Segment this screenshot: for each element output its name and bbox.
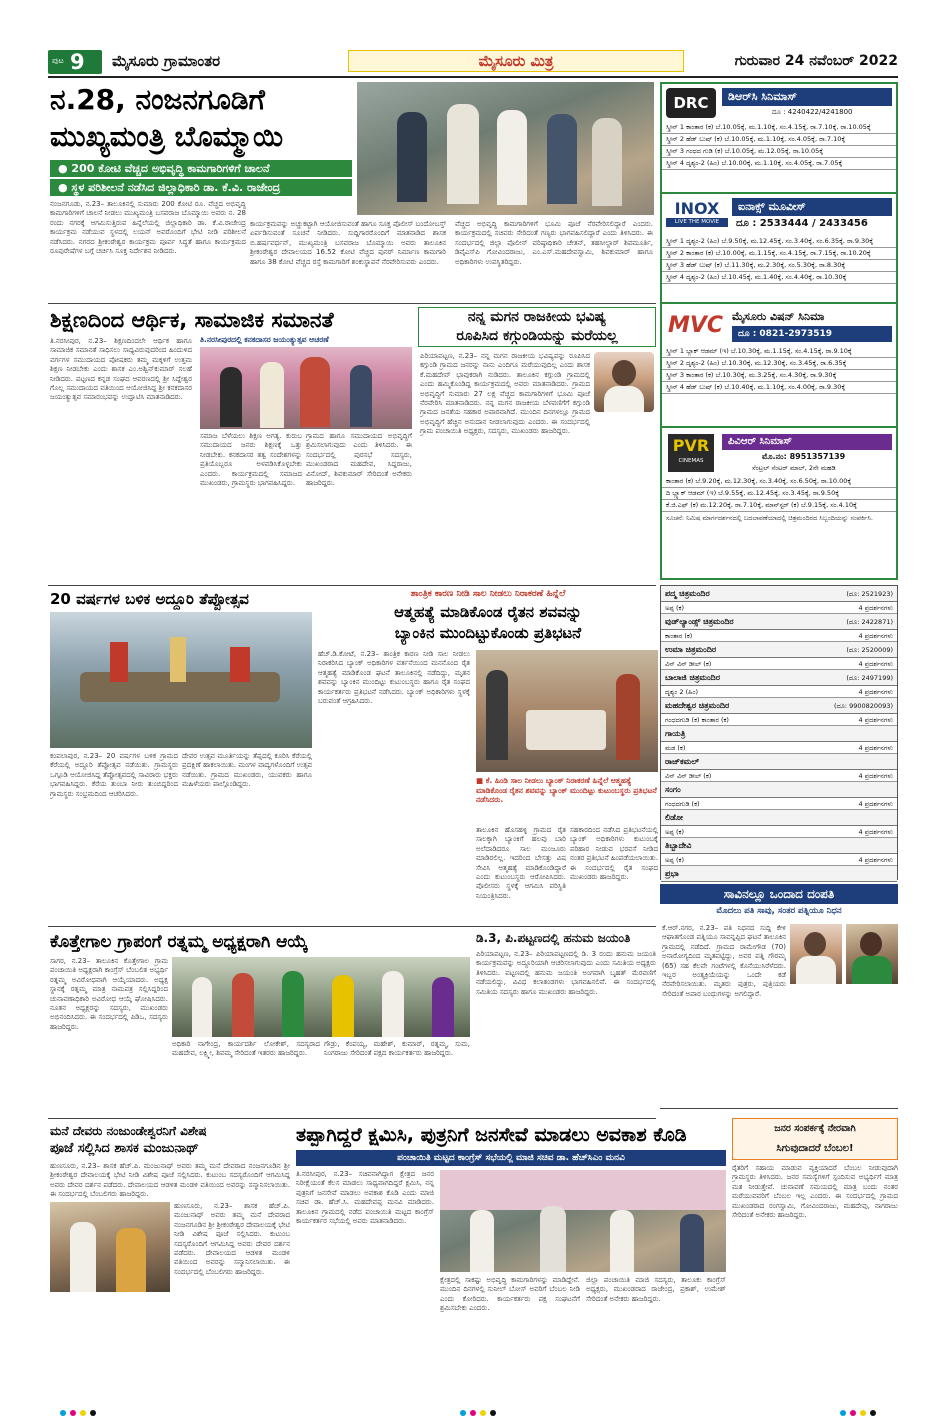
page-badge [48,50,102,74]
couple-headline-box [660,884,898,904]
gp-headline: ಕೊತ್ತೇಗಾಲ ಗ್ರಾಪಂಗೆ ರತ್ನಮ್ಮ ಅಧ್ಯಕ್ಷರಾಗಿ ಆಯ್ಕೆ [50,932,308,952]
theatre-shows: 4 ಪ್ರದರ್ಶನಗಳು [858,688,893,696]
political-headline-line2: ರೂಪಿಸಿದ ಕಗ್ಗುಂಡಿಯನ್ನು ಮರೆಯಲ್ಲ [456,328,618,344]
lead-rule [48,303,656,304]
contact-body: ರೈತರಿಗೆ ಸಹಾಯ ಮಾಡುವ ವ್ಯಕ್ತಿಯಾದರೆ ಬೆಂಬಲ ನೀಡುವುದಾಗಿ ಗ್ರಾಮಸ್ಥರು ತಿಳಿಸಿದರು. ಜನರ ಸಮಸ್ಯೆಗಳಿಗೆ ಸ್ಪಂದಿಸುವ ಅಭ್ಯರ್ಥಿಗೆ ಮಾತ್ರ ಮತ ನೀಡುತ್ತೇವೆ. ಚುನಾವಣೆ ಸಮಯದಲ್ಲಿ ಮಾತ್ರ ಬಂದು ನಂತರ ಮರೆಯುವವರಿಗೆ ಬೆಂಬಲ ಇಲ್ಲ ಎಂದರು. ಈ ಸಂದರ್ಭದಲ್ಲಿ ಗ್ರಾಮದ ಮುಖಂಡರಾದ ರಂಗಸ್ವಾಮಿ, ಗೋವಿಂದರಾಜು, ಮಹದೇವು, ನಾಗರಾಜು ಸೇರಿದಂತೆ ಅನೇಕರು ಹಾಜರಿದ್ದರು. [732,1164,898,1220]
theatre-name: ಸಂಗಂ [665,785,681,794]
theatre-phone: (ದೂ: 2497199) [846,674,893,682]
festival-headline: 20 ವರ್ಷಗಳ ಬಳಿಕ ಅದ್ದೂರಿ ತೆಪ್ಪೋತ್ಸವ [50,590,249,608]
theatre-shows: 4 ಪ್ರದರ್ಶನಗಳು [858,604,893,612]
inox-tagline: LIVE THE MOVIE [666,218,728,227]
couple-rule [660,1108,898,1109]
lead-bullet-1: ● 200 ಕೋಟಿ ವೆಚ್ಚದ ಅಭಿವೃದ್ಧಿ ಕಾಮಗಾರಿಗಳಿಗೆ ಚಾಲನೆ [50,160,352,177]
theatre-shows: 4 ಪ್ರದರ್ಶನಗಳು [858,772,893,780]
pvr-title [722,434,892,450]
gp-photo [172,957,470,1037]
couple-headline: ಸಾವಿನಲ್ಲೂ ಒಂದಾದ ದಂಪತಿ [723,887,835,901]
lead-body-col1: ನಂಜನಗೂಡು, ನ.23– ತಾಲೂಕಿನಲ್ಲಿ ಸುಮಾರು 200 ಕೋಟಿ ರೂ. ವೆಚ್ಚದ ಅಭಿವೃದ್ಧಿ ಕಾಮಗಾರಿಗಳಿಗೆ ಚಾಲನೆ ನೀಡಲು ಮುಖ್ಯಮಂತ್ರಿ ಬಸವರಾಜ ಬೊಮ್ಮಾಯಿ ಅವರು ನ. 28 ರಂದು ನಗರಕ್ಕೆ ಆಗಮಿಸುತ್ತಿರುವ ಹಿನ್ನೆಲೆಯಲ್ಲಿ ಜಿಲ್ಲಾಧಿಕಾರಿ ಡಾ. ಕೆ.ವಿ.ರಾಜೇಂದ್ರ ಕಾರ್ಯಕ್ರಮ ನಡೆಯುವ ಸ್ಥಳದಲ್ಲಿ ಲಯನ್ ಅವರೊಂದಿಗೆ ಭೇಟಿ ನೀಡಿ ಪರಿಶೀಲನೆ ನಡೆಸಿದರು. ನಗರದ ಶ್ರೀಕಂಠೇಶ್ವರ ಕಾರ್ಯಕ್ರಮ ಪೂರ್ವ ಸಿದ್ಧತೆ ಹಾಗೂ ಕಾರ್ಯಕ್ರಮದ ರೂಪುರೇಷೆಗಳ ಬಗ್ಗೆ ಚರ್ಚಿಸಿ ಸೂಕ್ತ ನಿರ್ದೇಶನ ನೀಡಿದರು. [50,200,246,256]
puja-body-intro: ಹುಣಸೂರು, ನ.23– ಶಾಸಕ ಹೆಚ್.ಪಿ. ಮಂಜುನಾಥ್ ಅವರು ತಮ್ಮ ಮನೆ ದೇವರಾದ ನಂಜನಗೂಡಿನ ಶ್ರೀ ಶ್ರೀಕಂಠೇಶ್ವರ ದೇವಾಲಯಕ್ಕೆ ಭೇಟಿ ನೀಡಿ ವಿಶೇಷ ಪೂಜೆ ಸಲ್ಲಿಸಿದರು. ಕುಟುಂಬ ಸದಸ್ಯರೊಂದಿಗೆ ಆಗಮಿಸಿದ್ದ ಅವರು ದೇವರ ದರ್ಶನ ಪಡೆದರು. ದೇವಾಲಯದ ಆಡಳಿತ ಮಂಡಳಿ ವತಿಯಿಂದ ಅವರನ್ನು ಸನ್ಮಾನಿಸಲಾಯಿತು. ಈ ಸಂದರ್ಭದಲ್ಲಿ ಬೆಂಬಲಿಗರು ಹಾಜರಿದ್ದರು. [50,1162,290,1199]
congress-subhead-box [296,1150,726,1166]
page-number: 9 [70,50,85,74]
theatre-film: ಅಪ್ಪ (ಕ) [665,828,685,836]
congress-body-col1: ತಿ.ನರಸೀಪುರ, ನ.23– ಸಚಿವನಾಗಿದ್ದಾಗ ಕ್ಷೇತ್ರದ ಜನರ ನಿರೀಕ್ಷೆಯಂತೆ ಕೆಲಸ ಮಾಡಲು ಸಾಧ್ಯವಾಗದಿದ್ದರೆ ಕ್ಷಮಿಸಿ, ನನ್ನ ಪುತ್ರನಿಗೆ ಜನಸೇವೆ ಮಾಡಲು ಅವಕಾಶ ಕೊಡಿ ಎಂದು ಮಾಜಿ ಸಚಿವ ಡಾ. ಹೆಚ್.ಸಿ. ಮಹದೇವಪ್ಪ ಮನವಿ ಮಾಡಿದರು. ತಾಲೂಕಿನ ಗ್ರಾಮದಲ್ಲಿ ನಡೆದ ಪಂಚಾಯಿತಿ ಮಟ್ಟದ ಕಾಂಗ್ರೆಸ್ ಕಾರ್ಯಕರ್ತರ ಸಭೆಯಲ್ಲಿ ಅವರು ಮಾತನಾಡಿದರು. [296,1170,434,1226]
theatre-show-row [661,742,897,754]
lead-headline-line2: ಮುಖ್ಯಮಂತ್ರಿ ಬೊಮ್ಮಾಯಿ [50,120,284,153]
theatre-show-row [661,798,897,810]
mvc-row: ಸ್ಕ್ರೀನ್ 4 ಹೆಡ್ ಬುಷ್ (ಕ) ಬೆ.10.40ಕ್ಕೆ, ಮ.1.10ಕ್ಕೆ, ಸಂ.4.00ಕ್ಕೆ, ರಾ.9.30ಕ್ಕೆ [662,382,896,394]
mvc-row: ಸ್ಕ್ರೀನ್ 3 ಕಾಂತಾರ (ಕ) ಬೆ.10.30ಕ್ಕೆ, ಮ.3.25ಕ್ಕೆ, ಸಂ.4.30ಕ್ಕೆ, ರಾ.9.30ಕ್ಕೆ [662,370,896,382]
cinema-listings [660,82,898,580]
mvc-row: ಸ್ಕ್ರೀನ್ 2 ದೃಶ್ಯಂ-2 (ಹಿಂ) ಬೆ.10.30ಕ್ಕೆ, ಮ.12.30ಕ್ಕೆ, ಸಂ.3.45ಕ್ಕೆ, ರಾ.6.35ಕ್ಕೆ [662,358,896,370]
theatre-name: ಬಾಲಾಜಿ ಚಿತ್ರಮಂದಿರ [665,673,720,682]
congress-subhead: ಪಂಚಾಯಿತಿ ಮಟ್ಟದ ಕಾಂಗ್ರೆಸ್ ಸಭೆಯಲ್ಲಿ ಮಾಜಿ ಸಚಿವ ಡಾ. ಹೆಚ್‌ಸಿಎಂ ಮನವಿ [397,1153,625,1163]
inox-row: ಸ್ಕ್ರೀನ್ 4 ದೃಶ್ಯಂ-2 (ಹಿಂ) ಬೆ.10.45ಕ್ಕೆ, ಮ.1.40ಕ್ಕೆ, ಸಂ.4.40ಕ್ಕೆ, ರಾ.10.30ಕ್ಕೆ [662,272,896,284]
mvc-rows [662,346,896,394]
inox-logo [666,200,728,232]
theatre-name: ಪದ್ಮ ಚಿತ್ರಮಂದಿರ [665,589,710,598]
theatre-shows: 4 ಪ್ರದರ್ಶನಗಳು [858,856,893,864]
political-headline-box [418,307,656,347]
theatre-film: ವಿನ್ ವಿನ್ ಡೀಲ್ (ಕ) [665,772,712,780]
theatre-name: ಮಹದೇಶ್ವರ ಚಿತ್ರಮಂದಿರ [665,701,730,710]
puja-body-col2: ಹುಣಸೂರು, ನ.23– ಶಾಸಕ ಹೆಚ್.ಪಿ. ಮಂಜುನಾಥ್ ಅವರು ತಮ್ಮ ಮನೆ ದೇವರಾದ ನಂಜನಗೂಡಿನ ಶ್ರೀ ಶ್ರೀಕಂಠೇಶ್ವರ ದೇವಾಲಯಕ್ಕೆ ಭೇಟಿ ನೀಡಿ ವಿಶೇಷ ಪೂಜೆ ಸಲ್ಲಿಸಿದರು. ಕುಟುಂಬ ಸದಸ್ಯರೊಂದಿಗೆ ಆಗಮಿಸಿದ್ದ ಅವರು ದೇವರ ದರ್ಶನ ಪಡೆದರು. ದೇವಾಲಯದ ಆಡಳಿತ ಮಂಡಳಿ ವತಿಯಿಂದ ಅವರನ್ನು ಸನ್ಮಾನಿಸಲಾಯಿತು. ಈ ಸಂದರ್ಭದಲ್ಲಿ ಬೆಂಬಲಿಗರು ಹಾಜರಿದ್ದರು. [174,1202,290,1276]
festival-body-col2: ದೇವರ ಉತ್ಸವ ಮೂರ್ತಿಯನ್ನು ತೆಪ್ಪದಲ್ಲಿ ಕೂರಿಸಿ ಕೆರೆಯಲ್ಲಿ ಪ್ರದಕ್ಷಿಣೆ ಹಾಕಲಾಯಿತು. ಮಂಗಳ ವಾದ್ಯಗಳೊಂದಿಗೆ ಉತ್ಸವ ನಡೆಯಿತು. ಗ್ರಾಮದ ಮುಖಂಡರು, ಯುವಕರು ಹಾಗೂ ಮಹಿಳೆಯರು ಪಾಲ್ಗೊಂಡಿದ್ದರು. [182,752,312,789]
theatre-show-row [661,714,897,726]
theatre-film: ದೃಶ್ಯಂ 2 (ಹಿಂ) [665,688,698,696]
gp-caption-col: ಅಧಿಕಾರಿ ನಾಗೇಂದ್ರ, ಕಾರ್ಯದರ್ಶಿ ಲೋಕೇಶ್, ಸದಸ್ಯರಾದ ಮಹದೇವ, ಲಕ್ಷ್ಮೀ, ಶಿವಮ್ಮ ಸೇರಿದಂತೆ ಇತರರು ಹಾಜರಿದ್ದರು. [172,1040,320,1058]
pvr-row: ದಿ ಬ್ಲ್ಯಾಕ್ ಆಡಮ್ (ಇ) ಬೆ.9.55ಕ್ಕೆ, ಮ.12.45ಕ್ಕೆ, ಸಂ.3.45ಕ್ಕೆ, ರಾ.9.50ಕ್ಕೆ [662,488,896,500]
farmer-body-col2: ತಾಲೂಕಿನ ಹೊಸಹಳ್ಳಿ ಗ್ರಾಮದ ರೈತ ಸಾಲಕ್ಕಾಗಿ ಬ್ಯಾಂಕಿಗೆ ಹಲವು ಬಾರಿ ಅಲೆದಾಡಿದರೂ ಸಾಲ ಮಂಜೂರು ಮಾಡಿರಲಿಲ್ಲ. ಇದರಿಂದ ಬೇಸತ್ತು ವಿಷ ಸೇವಿಸಿ ಆತ್ಮಹತ್ಯೆ ಮಾಡಿಕೊಂಡಿದ್ದಾರೆ ಎಂದು ಕುಟುಂಬಸ್ಥರು ಆರೋಪಿಸಿದರು. ಪೊಲೀಸರು ಸ್ಥಳಕ್ಕೆ ಆಗಮಿಸಿ ಪರಿಸ್ಥಿತಿ ನಿಯಂತ್ರಿಸಿದರು. [476,826,566,900]
theatre-shows: 4 ಪ್ರದರ್ಶನಗಳು [858,716,893,724]
theatre-title-row [661,810,897,826]
inox-name: ಐನಾಕ್ಸ್ ಮೂವೀಸ್ [738,200,806,213]
theatre-film: ಗಂಧದಗುಡಿ (ಕ) [665,800,700,808]
lead-bullet-2: ● ಸ್ಥಳ ಪರಿಶೀಲನೆ ನಡೆಸಿದ ಜಿಲ್ಲಾಧಿಕಾರಿ ಡಾ. ಕೆ.ವಿ. ರಾಜೇಂದ್ರ [50,179,352,196]
masthead-box [348,50,684,72]
farmer-kicker: ತಾಂತ್ರಿಕ ಕಾರಣ ನೀಡಿ ಸಾಲ ನೀಡಲು ನಿರಾಕರಣೆ ಹಿನ್ನೆಲೆ [410,589,566,599]
pvr-row: ಕೆ.ಜಿ.ಎಫ್ (ಕ) ಮ.12.20ಕ್ಕೆ, ರಾ.7.10ಕ್ಕೆ, ಮಾನ್‌ಸ್ಟರ್ (ಕ) ಬೆ.9.15ಕ್ಕೆ, ಸಂ.4.10ಕ್ಕೆ [662,500,896,512]
gp-body-col1: ಸಾಗರ, ನ.23– ತಾಲೂಕಿನ ಕೊತ್ತೇಗಾಲ ಗ್ರಾಮ ಪಂಚಾಯಿತಿ ಅಧ್ಯಕ್ಷರಾಗಿ ಕಾಂಗ್ರೆಸ್ ಬೆಂಬಲಿತ ಅಭ್ಯರ್ಥಿ ರತ್ನಮ್ಮ ಅವಿರೋಧವಾಗಿ ಆಯ್ಕೆಯಾದರು. ಅಧ್ಯಕ್ಷ ಸ್ಥಾನಕ್ಕೆ ರತ್ನಮ್ಮ ಮಾತ್ರ ನಾಮಪತ್ರ ಸಲ್ಲಿಸಿದ್ದರಿಂದ ಚುನಾವಣಾಧಿಕಾರಿ ಅವಿರೋಧ ಆಯ್ಕೆ ಘೋಷಿಸಿದರು. ನೂತನ ಅಧ್ಯಕ್ಷರನ್ನು ಸದಸ್ಯರು, ಮುಖಂಡರು ಅಭಿನಂದಿಸಿದರು. ಈ ಸಂದರ್ಭದಲ್ಲಿ ಪಿಡಿಒ, ಸದಸ್ಯರು ಹಾಜರಿದ್ದರು. [50,957,168,1031]
farmer-body-col3: ಸಹಕಾರದಿಂದ ನಡೆಸಿದ ಪ್ರತಿಭಟನೆಯಲ್ಲಿ ಬ್ಯಾಂಕ್ ಅಧಿಕಾರಿಗಳು ಕುಟುಂಬಕ್ಕೆ ಪರಿಹಾರ ನೀಡುವ ಭರವಸೆ ನೀಡಿದ ನಂತರ ಪ್ರತಿಭಟನೆ ಹಿಂಪಡೆಯಲಾಯಿತು. ಈ ಸಂದರ್ಭದಲ್ಲಿ ರೈತ ಸಂಘದ ಮುಖಂಡರು ಹಾಜರಿದ್ದರು. [570,826,658,882]
couple-photo-wife [846,924,898,984]
drc-rows [662,122,896,170]
inox-logo-text: INOX [674,199,720,218]
theatre-entry [661,642,897,670]
inox-rows [662,236,896,284]
theatre-film: ವಿನ್ ವಿನ್ ಡೀಲ್ (ಕ) [665,660,712,668]
pvr-row: ಕಾಂತಾರ (ಕ) ಬೆ.9.20ಕ್ಕೆ, ಮ.12.30ಕ್ಕೆ, ಸಂ.3.40ಕ್ಕೆ, ಸಂ.6.50ಕ್ಕೆ, ರಾ.10.00ಕ್ಕೆ [662,476,896,488]
drc-name: ಡಿಆರ್‌ಸಿ ಸಿನಿಮಾಸ್ [728,90,797,103]
mvc-phone [732,326,892,342]
issue-date: ಗುರುವಾರ 24 ನವೆಂಬರ್ 2022 [734,53,898,69]
theatre-title-row [661,670,897,686]
contact-headline-line1: ಜನರ ಸಂಪರ್ಕಕ್ಕೆ ನೇರವಾಗಿ [774,1123,856,1134]
drc-row: ಸ್ಕ್ರೀನ್ 4 ದೃಶ್ಯಂ-2 (ಹಿಂ) ಬೆ.10.00ಕ್ಕೆ, ಮ.1.10ಕ್ಕೆ, ಸಂ.4.05ಕ್ಕೆ, ರಾ.7.05ಕ್ಕೆ [662,158,896,170]
political-rule [48,585,656,586]
congress-headline: ತಪ್ಪಾಗಿದ್ದರೆ ಕ್ಷಮಿಸಿ, ಪುತ್ರನಿಗೆ ಜನಸೇವೆ ಮಾಡಲು ಅವಕಾಶ ಕೊಡಿ [296,1124,687,1146]
contact-headline-box [732,1118,898,1160]
theatre-phone: (ದೂ: 2520009) [846,646,893,654]
theatre-entry [661,670,897,698]
education-headline: ಶಿಕ್ಷಣದಿಂದ ಆರ್ಥಿಕ, ಸಾಮಾಜಿಕ ಸಮಾನತೆ [50,308,334,332]
theatre-table [660,585,898,880]
festival-photo [50,612,312,748]
inox-row: ಸ್ಕ್ರೀನ್ 2 ಕಾಂತಾರ (ಕ) ಬೆ.10.00ಕ್ಕೆ, ಮ.1.15ಕ್ಕೆ, ಸಂ.4.15ಕ್ಕೆ, ರಾ.7.15ಕ್ಕೆ, ರಾ.10.20ಕ್ಕೆ [662,248,896,260]
theatre-title-row [661,698,897,714]
pvr-address: ಸೆಂಟ್ರಲ್ ಸೆಂಟರ್ ಮಾಲ್, 2ನೇ ಮಹಡಿ [752,464,836,472]
drc-row: ಸ್ಕ್ರೀನ್ 1 ಕಾಂತಾರ (ಕ) ಬೆ.10.05ಕ್ಕೆ, ಮ.1.10ಕ್ಕೆ, ಸಂ.4.15ಕ್ಕೆ, ರಾ.7.10ಕ್ಕೆ, ರಾ.10.05ಕ್ಕೆ [662,122,896,134]
drc-logo [666,88,716,118]
theatre-film: ಅಪ್ಪ (ಕ) [665,856,685,864]
congress-photo [440,1170,726,1272]
theatre-title-row [661,614,897,630]
masthead-title: ಮೈಸೂರು ಮಿತ್ರ [478,52,554,70]
pvr-phone: ಮೊ.ನಂ: 8951357139 [762,452,846,461]
drc-logo-text: DRC [673,94,709,112]
theatre-entry [661,754,897,782]
theatre-entry [661,838,897,866]
theatre-name: ಗಾಯತ್ರಿ [665,729,686,738]
congress-body-col3: ಜಿಲ್ಲಾ ಪಂಚಾಯಿತಿ ಮಾಜಿ ಸದಸ್ಯರು, ತಾಲೂಕು ಕಾಂಗ್ರೆಸ್ ಅಧ್ಯಕ್ಷರು, ಮುಖಂಡರಾದ ರಾಜೇಂದ್ರ, ಪ್ರಕಾಶ್, ಉಮೇಶ್ ಸೇರಿದಂತೆ ಅನೇಕರು ಹಾಜರಿದ್ದರು. [586,1276,726,1303]
education-body-col1: ತಿ.ನರಸೀಪುರ, ನ.23– ಶಿಕ್ಷಣದಿಂದಲೇ ಆರ್ಥಿಕ ಹಾಗೂ ಸಾಮಾಜಿಕ ಸಮಾನತೆ ಸಾಧಿಸಲು ಸಾಧ್ಯವಿರುವುದರಿಂದ ಹಿಂದುಳಿದ ವರ್ಗಗಳ ಸಮುದಾಯದ ಪೋಷಕರು ತಮ್ಮ ಮಕ್ಕಳಿಗೆ ಉತ್ತಮ ಶಿಕ್ಷಣ ನೀಡಬೇಕು ಎಂದು ಶಾಸಕ ಎಂ.ಅಶ್ವಿನ್‌ಕುಮಾರ್ ಸಲಹೆ ನೀಡಿದರು. ಪಟ್ಟಣದ ಕನ್ನಡ ಸಂಘದ ಆವರಣದಲ್ಲಿ ಶ್ರೀ ಸಿದ್ದೇಶ್ವರ ಗೊಲ್ಲ ಸಮುದಾಯದ ವತಿಯಿಂದ ಆಯೋಜಿಸಿದ್ದ ಶ್ರೀ ಕನಕದಾಸರ ಜಯಂತ್ಯುತ್ಸವ ಸಮಾರಂಭವನ್ನು ಉದ್ಘಾಟಿಸಿ ಮಾತನಾಡಿದರು. [50,337,192,402]
theatre-shows: 4 ಪ್ರದರ್ಶನಗಳು [858,660,893,668]
theatre-shows: 4 ಪ್ರದರ್ಶನಗಳು [858,744,893,752]
inox-row: ಸ್ಕ್ರೀನ್ 3 ಹೆಡ್ ಬುಷ್ (ಕ) ಬೆ.11.30ಕ್ಕೆ, ಮ.2.30ಕ್ಕೆ, ಸಂ.5.30ಕ್ಕೆ, ರಾ.8.30ಕ್ಕೆ [662,260,896,272]
theatre-entry [661,782,897,810]
education-body-col3: ಗ್ರಾಮದ ಹಾಗೂ ಸಮುದಾಯದ ಅಭಿವೃದ್ಧಿಗೆ ಶ್ರಮಿಸಲಾಗುವುದು ಎಂದು ತಿಳಿಸಿದರು. ಈ ಸಂದರ್ಭದಲ್ಲಿ ಪುರಸಭೆ ಸದಸ್ಯರು, ಮುಖಂಡರಾದ ಮಹದೇವ, ಸಿದ್ದರಾಜು, ವಿನೋದ್, ಶಿವಕುಮಾರ್ ಸೇರಿದಂತೆ ಅನೇಕರು ಹಾಜರಿದ್ದರು. [306,432,412,488]
pvr-block [662,426,896,576]
drc-row: ಸ್ಕ್ರೀನ್ 3 ಗಂಧದ ಗುಡಿ (ಕ) ಬೆ.10.05ಕ್ಕೆ, ಮ.12.05ಕ್ಕೆ, ರಾ.10.05ಕ್ಕೆ [662,146,896,158]
pvr-logo-sub: CINEMAS [678,458,704,464]
congress-body-col2: ಕ್ಷೇತ್ರದಲ್ಲಿ ಸಾಕಷ್ಟು ಅಭಿವೃದ್ಧಿ ಕಾಮಗಾರಿಗಳನ್ನು ಮಾಡಿದ್ದೇನೆ. ಮುಂದಿನ ದಿನಗಳಲ್ಲಿ ಸುನೀಲ್ ಬೋಸ್ ಅವರಿಗೆ ಬೆಂಬಲ ನೀಡಿ ಎಂದು ಕೋರಿದರು. ಕಾರ್ಯಕರ್ತರು ಪಕ್ಷ ಸಂಘಟನೆಗೆ ಶ್ರಮಿಸಬೇಕು ಎಂದರು. [440,1276,580,1313]
theatre-film: ಗಂಧದಗುಡಿ (ಕ) ಕಾಂತಾರ (ಕ) [665,716,729,724]
theatre-shows: 4 ಪ್ರದರ್ಶನಗಳು [858,800,893,808]
theatre-shows: 4 ಪ್ರದರ್ಶನಗಳು [858,632,893,640]
pvr-logo-text: PVR [672,436,710,455]
mvc-row: ಸ್ಕ್ರೀನ್ 1 ಬ್ಲಾಕ್ ಆಡಮ್ (ಇ) ಬೆ.10.30ಕ್ಕೆ, ಮ.1.15ಕ್ಕೆ, ಸಂ.4.15ಕ್ಕೆ, ರಾ.9.10ಕ್ಕೆ [662,346,896,358]
theatre-title-row [661,754,897,770]
education-body-col2: ಸಮಾಜ ಬೆಳೆಯಲು ಶಿಕ್ಷಣ ಅಗತ್ಯ. ಕುರುಬ ಸಮುದಾಯದ ಜನರು ಶಿಕ್ಷಣಕ್ಕೆ ಒತ್ತು ನೀಡಬೇಕು. ಕನಕದಾಸರ ತತ್ವ ಸಂದೇಶಗಳನ್ನು ಪ್ರತಿಯೊಬ್ಬರೂ ಅಳವಡಿಸಿಕೊಳ್ಳಬೇಕು ಎಂದರು. ಕಾರ್ಯಕ್ರಮದಲ್ಲಿ ಸಮಾಜದ ಮುಖಂಡರು, ಗ್ರಾಮಸ್ಥರು ಭಾಗವಹಿಸಿದ್ದರು. [200,432,302,488]
festival-body-col1: ಕಂಪಲಾಪುರ, ನ.23– 20 ವರ್ಷಗಳ ಬಳಿಕ ಗ್ರಾಮದ ಕೆರೆಯಲ್ಲಿ ಅದ್ದೂರಿ ತೆಪ್ಪೋತ್ಸವ ನಡೆಯಿತು. ಗ್ರಾಮಸ್ಥರು ಒಗ್ಗೂಡಿ ಆಯೋಜಿಸಿದ್ದ ತೆಪ್ಪೋತ್ಸವದಲ್ಲಿ ಸಾವಿರಾರು ಭಕ್ತರು ಭಾಗವಹಿಸಿದ್ದರು. ಕೆರೆಯ ತುಂಬಾ ನೀರು ತುಂಬಿದ್ದರಿಂದ ಗ್ರಾಮಸ್ಥರು ಸಂಭ್ರಮದಿಂದ ಆಚರಿಸಿದರು. [50,752,178,798]
political-body: ಪಿರಿಯಾಪಟ್ಟಣ, ನ.23– ನನ್ನ ಮಗನ ರಾಜಕೀಯ ಭವಿಷ್ಯವನ್ನು ರೂಪಿಸಿದ ಕಗ್ಗುಂಡಿ ಗ್ರಾಮದ ಜನರನ್ನು ನಾನು ಎಂದಿಗೂ ಮರೆಯುವುದಿಲ್ಲ ಎಂದು ಶಾಸಕ ಕೆ.ಮಹದೇವ್ ಭಾವುಕರಾಗಿ ನುಡಿದರು. ತಾಲೂಕಿನ ಕಗ್ಗುಂಡಿ ಗ್ರಾಮದಲ್ಲಿ ಎಂದು ಹಮ್ಮಿಕೊಂಡಿದ್ದ ಕಾರ್ಯಕ್ರಮದಲ್ಲಿ ಅವರು ಮಾತನಾಡಿದರು. ಗ್ರಾಮದ ಅಭಿವೃದ್ಧಿಗೆ ಸುಮಾರು 27 ಲಕ್ಷ ವೆಚ್ಚದ ಕಾಮಗಾರಿಗಳಿಗೆ ಭೂಮಿ ಪೂಜೆ ನೆರವೇರಿಸಿ ಮಾತನಾಡಿದರು. ನನ್ನ ಮಗನ ರಾಜಕೀಯ ಬೆಳವಣಿಗೆಗೆ ಕಗ್ಗುಂಡಿ ಗ್ರಾಮದ ಜನತೆಯ ಸಹಕಾರ ಅಪಾರವಾಗಿದೆ. ಮುಂದಿನ ದಿನಗಳಲ್ಲೂ ಗ್ರಾಮದ ಅಭಿವೃದ್ಧಿಗೆ ಹೆಚ್ಚಿನ ಅನುದಾನ ನೀಡಲಾಗುವುದು ಎಂದರು. ಈ ಸಂದರ್ಭದಲ್ಲಿ ಗ್ರಾಮ ಪಂಚಾಯಿತಿ ಅಧ್ಯಕ್ಷರು, ಸದಸ್ಯರು, ಮುಖಂಡರು ಹಾಜರಿದ್ದರು. [420,352,590,436]
lead-headline [50,82,350,156]
farmer-headline-line1: ಆತ್ಮಹತ್ಯೆ ಮಾಡಿಕೊಂಡ ರೈತನ ಶವವನ್ನು [394,603,582,621]
theatre-show-row [661,826,897,838]
page-header [48,50,898,74]
inox-block [662,192,896,302]
mvc-logo [668,310,724,342]
farmer-headline-line2: ಬ್ಯಾಂಕಿನ ಮುಂದಿಟ್ಟುಕೊಂಡು ಪ್ರತಿಭಟನೆ [394,624,582,642]
inox-phone: ದೂ : 2533444 / 2433456 [736,218,868,229]
theatre-show-row [661,686,897,698]
theatre-list [661,586,897,894]
theatre-entry [661,810,897,838]
section-title: ಮೈಸೂರು ಗ್ರಾಮಾಂತರ [112,52,221,70]
farmer-photo [476,650,658,772]
theatre-show-row [661,658,897,670]
couple-body: ಕೆ.ಆರ್.ನಗರ, ನ.23– ಪತಿ ನಿಧನದ ಸುದ್ದಿ ಕೇಳಿ ಆಘಾತಗೊಂಡ ಪತ್ನಿಯೂ ಸಾವನ್ನಪ್ಪಿದ ಘಟನೆ ತಾಲೂಕಿನ ಗ್ರಾಮದಲ್ಲಿ ನಡೆದಿದೆ. ಗ್ರಾಮದ ರಾಮೇಗೌಡ (70) ಅನಾರೋಗ್ಯದಿಂದ ಮೃತಪಟ್ಟಿದ್ದು, ಅವರ ಪತ್ನಿ ಗೌರಮ್ಮ (65) ಸಹ ಕೆಲವೇ ಗಂಟೆಗಳಲ್ಲಿ ಕೊನೆಯುಸಿರೆಳೆದರು. ಇಬ್ಬರ ಅಂತ್ಯಕ್ರಿಯೆಯನ್ನು ಒಂದೇ ಕಡೆ ನೆರವೇರಿಸಲಾಯಿತು. ಮೃತರು ಪುತ್ರರು, ಪುತ್ರಿಯರು ಸೇರಿದಂತೆ ಅಪಾರ ಬಂಧುಗಳನ್ನು ಅಗಲಿದ್ದಾರೆ. [662,924,786,998]
drc-phone: ದೂ : 4240422/4241800 [772,108,853,116]
lead-body-col2: ಕಾರ್ಯಕ್ರಮವನ್ನು ಅಚ್ಚುಕಟ್ಟಾಗಿ ಆಯೋಜಿಸುವಂತೆ ಹಾಗೂ ಸೂಕ್ತ ಪೊಲೀಸ್ ಬಂದೋಬಸ್ತ್ ಏರ್ಪಡಿಸುವಂತೆ ಸೂಚನೆ ನೀಡಿದರು. ಸುದ್ದಿಗಾರರೊಂದಿಗೆ ಮಾತನಾಡಿದ ಶಾಸಕ ಬಿ.ಹರ್ಷವರ್ಧನ್, ಮುಖ್ಯಮಂತ್ರಿ ಬಸವರಾಜ ಬೊಮ್ಮಾಯಿ ಅವರು ತಾಲೂಕಿನ ಶ್ರೀಕಂಠೇಶ್ವರ ದೇವಾಲಯದ 16.52 ಕೋಟಿ ವೆಚ್ಚದ ಪುನರ್ ನಿರ್ಮಾಣ ಕಾಮಗಾರಿ ಹಾಗೂ 38 ಕೋಟಿ ವೆಚ್ಚದ ರಸ್ತೆ ಕಾಮಗಾರಿಗೆ ಶಂಕುಸ್ಥಾಪನೆ ನೆರವೇರಿಸುವರು ಎಂದರು. [250,220,446,266]
drc-row: ಸ್ಕ್ರೀನ್ 2 ಹೆಡ್ ಬುಷ್ (ಕ) ಬೆ.10.05ಕ್ಕೆ, ಮ.1.10ಕ್ಕೆ, ಸಂ.4.05ಕ್ಕೆ, ರಾ.7.10ಕ್ಕೆ [662,134,896,146]
theatre-name: ರಾಜ್‌ಕಮಲ್ [665,757,700,766]
inox-title [732,198,892,216]
lead-body-col3: ವೆಚ್ಚದ ಅಭಿವೃದ್ಧಿ ಕಾಮಗಾರಿಗಳಿಗೆ ಭೂಮಿ ಪೂಜೆ ನೆರವೇರಿಸಲಿದ್ದಾರೆ ಎಂದರು. ಕಾರ್ಯಕ್ರಮದಲ್ಲಿ ಸಚಿವರು ಸೇರಿದಂತೆ ಗಣ್ಯರು ಭಾಗವಹಿಸಲಿದ್ದಾರೆ ಎಂದು ತಿಳಿಸಿದರು. ಈ ಸಂದರ್ಭದಲ್ಲಿ ಜಿಲ್ಲಾ ಪೊಲೀಸ್ ವರಿಷ್ಠಾಧಿಕಾರಿ ಚೇತನ್, ತಹಸೀಲ್ದಾರ್ ಶಿವಮೂರ್ತಿ, ಡಿವೈಎಸ್‌ಪಿ ಗೋವಿಂದರಾಜು, ಎಂ.ಎಸ್.ಮಹದೇವಸ್ವಾಮಿ, ಶಿವಕುಮಾರ್ ಹಾಗೂ ಅಧಿಕಾರಿಗಳು ಉಪಸ್ಥಿತರಿದ್ದರು. [455,220,653,266]
theatre-show-row [661,854,897,866]
hanuma-headline: ಡಿ.3, ಪಿ.ಪಟ್ಟಣದಲ್ಲಿ ಹನುಮ ಜಯಂತಿ [476,931,631,945]
theatre-entry [661,726,897,754]
theatre-title-row [661,642,897,658]
political-headline-line1: ನನ್ನ ಮಗನ ರಾಜಕೀಯ ಭವಿಷ್ಯ [467,309,607,325]
pvr-logo [668,434,714,472]
theatre-film: ಮಡ (ಕ) [665,744,686,752]
theatre-title-row [661,866,897,882]
registration-marks [60,1410,880,1418]
header-rule [48,76,898,78]
lead-headline-line1: ನ.28, ನಂಜನಗೂಡಿಗೆ [50,83,265,116]
education-photo [200,347,412,429]
puja-headline-line2: ಪೂಜೆ ಸಲ್ಲಿಸಿದ ಶಾಸಕ ಮಂಜುನಾಥ್ [50,1141,199,1156]
contact-headline-line2: ಸಿಗುವುದಾದರೆ ಬೆಂಬಲ! [776,1143,854,1154]
puja-headline-line1: ಮನೆ ದೇವರು ನಂಜುಂಡೇಶ್ವರನಿಗೆ ವಿಶೇಷ [50,1124,207,1138]
theatre-title-row [661,586,897,602]
theatre-title-row [661,782,897,798]
theatre-title-row [661,726,897,742]
education-caption: ತಿ.ನರಸೀಪುರದಲ್ಲಿ ಕನಕದಾಸರ ಜಯಂತ್ಯುತ್ಸವ ಆಚರಣೆ [200,335,329,344]
mvc-logo-text: MVC [668,313,724,338]
theatre-show-row [661,602,897,614]
theatre-name: ಉಮಾ ಚಿತ್ರಮಂದಿರ [665,645,717,654]
theatre-phone: (ದೂ: 2521923) [846,590,893,598]
pvr-name: ಪಿವಿಆರ್ ಸಿನಿಮಾಸ್ [728,436,792,447]
theatre-show-row [661,770,897,782]
top-divider-row [48,926,656,927]
theatre-entry [661,586,897,614]
theatre-entry [661,698,897,726]
farmer-body-col1: ಹೆಚ್.ಡಿ.ಕೋಟೆ, ನ.23– ತಾಂತ್ರಿಕ ಕಾರಣ ನೀಡಿ ಸಾಲ ನೀಡಲು ನಿರಾಕರಿಸಿದ ಬ್ಯಾಂಕ್ ಅಧಿಕಾರಿಗಳ ವರ್ತನೆಯಿಂದ ಮನನೊಂದ ರೈತ ಆತ್ಮಹತ್ಯೆ ಮಾಡಿಕೊಂಡ ಘಟನೆ ತಾಲೂಕಿನಲ್ಲಿ ನಡೆದಿದ್ದು, ಮೃತನ ಶವವನ್ನು ಬ್ಯಾಂಕಿನ ಮುಂದಿಟ್ಟು ಕುಟುಂಬಸ್ಥರು ಹಾಗೂ ರೈತ ಸಂಘದ ಕಾರ್ಯಕರ್ತರು ಪ್ರತಿಭಟನೆ ನಡೆಸಿದರು. ಬ್ಯಾಂಕ್ ಅಧಿಕಾರಿಗಳು ಸ್ಥಳಕ್ಕೆ ಬರುವಂತೆ ಆಗ್ರಹಿಸಿದರು. [318,650,470,706]
theatre-name: ಪ್ರಭಾ [665,869,679,878]
lead-photo [357,82,654,215]
theatre-phone: (ದೂ: 2422871) [846,618,893,626]
theatre-title-row [661,838,897,854]
political-portrait [594,352,654,412]
pvr-rows [662,476,896,512]
gp-body-col3: ಗೌಡ್ರು, ಕೆಂಪಯ್ಯ, ಮಹೇಶ್, ಕುಮಾರ್, ರತ್ನಮ್ಮ, ಸುಮ, ನಿಂಗರಾಜು ಸೇರಿದಂತೆ ಪಕ್ಷದ ಕಾರ್ಯಕರ್ತರು ಹಾಜರಿದ್ದರು. [324,1040,470,1058]
theatre-phone: (ದೂ: 9900820093) [833,702,893,710]
puja-photo [50,1202,170,1292]
drc-title [722,88,892,106]
theatre-name: ವುಡ್‌ಲ್ಯಾಂಡ್ಸ್ ಚಿತ್ರಮಂದಿರ [665,617,734,626]
mvc-block [662,302,896,426]
couple-subhead: ಮೊದಲು ಪತಿ ಸಾವು, ಸಂತರ ಪತ್ನಿಯೂ ನಿಧನ [716,906,842,916]
mid-rule [48,1118,656,1119]
farmer-caption: ■ ಕೆ. ಹಿಂಡಿ ಸಾಲ ನೀಡಲು ಬ್ಯಾಂಕ್ ನಿರಾಕರಣೆ ಹಿನ್ನೆಲೆ ಆತ್ಮಹತ್ಯೆ ಮಾಡಿಕೊಂಡ ರೈತನ ಶವವನ್ನು ಬ್ಯಾಂಕ್ ಮುಂದಿಟ್ಟು ಕುಟುಂಬಸ್ಥರು ಪ್ರತಿಭಟನೆ ನಡೆಸಿದರು. [476,776,657,804]
theatre-film: ಅಪ್ಪ (ಕ) [665,604,685,612]
couple-photo-husband [790,924,842,984]
theatre-name: ಲಿಡೋ [665,813,683,822]
theatre-film: ಕಾಂತಾರ (ಕ) [665,632,693,640]
theatre-name: ತಿಬ್ಬಾದೇವಿ [665,841,692,850]
pvr-note: ಸೂಚನೆ: ನಿಮಿಷ ಮಾರ್ಗದರ್ಶನದಲ್ಲಿ ಬದಲಾವಣೆಯಾದಲ್ಲಿ ಚಿತ್ರಮಂದಿರದ ಸಿಬ್ಬಂದಿಯನ್ನು ಸಂಪರ್ಕಿಸಿ. [666,514,873,522]
inox-row: ಸ್ಕ್ರೀನ್ 1 ದೃಶ್ಯಂ-2 (ಹಿಂ) ಬೆ.9.50ಕ್ಕೆ, ಮ.12.45ಕ್ಕೆ, ಸಂ.3.40ಕ್ಕೆ, ಸಂ.6.35ಕ್ಕೆ, ರಾ.9.30ಕ್ಕೆ [662,236,896,248]
drc-block [662,84,896,192]
mvc-title: ಮೈಸೂರು ವಿಷನ್ ಸಿನಿಮಾ [732,310,825,323]
theatre-shows: 4 ಪ್ರದರ್ಶನಗಳು [858,828,893,836]
theatre-entry [661,614,897,642]
theatre-show-row [661,630,897,642]
mvc-phone-text: ದೂ : 0821-2973519 [738,329,833,339]
hanuma-body: ಪಿರಿಯಾಪಟ್ಟಣ, ನ.23– ಪಿರಿಯಾಪಟ್ಟಣದಲ್ಲಿ ಡಿ. 3 ರಂದು ಹನುಮ ಜಯಂತಿ ಕಾರ್ಯಕ್ರಮವನ್ನು ಅದ್ದೂರಿಯಾಗಿ ಆಚರಿಸಲಾಗುವುದು ಎಂದು ಸಮಿತಿಯ ಅಧ್ಯಕ್ಷರು ತಿಳಿಸಿದರು. ಪಟ್ಟಣದಲ್ಲಿ ಹನುಮ ಜಯಂತಿ ಅಂಗವಾಗಿ ಬೃಹತ್ ಮೆರವಣಿಗೆ ನಡೆಯಲಿದ್ದು, ವಿವಿಧ ಕಲಾತಂಡಗಳು ಭಾಗವಹಿಸಲಿವೆ. ಈ ಸಂದರ್ಭದಲ್ಲಿ ಸಮಿತಿಯ ಸದಸ್ಯರು ಹಾಗೂ ಮುಖಂಡರು ಹಾಜರಿದ್ದರು. [476,950,656,996]
page-label: ಪುಟ [52,56,64,65]
